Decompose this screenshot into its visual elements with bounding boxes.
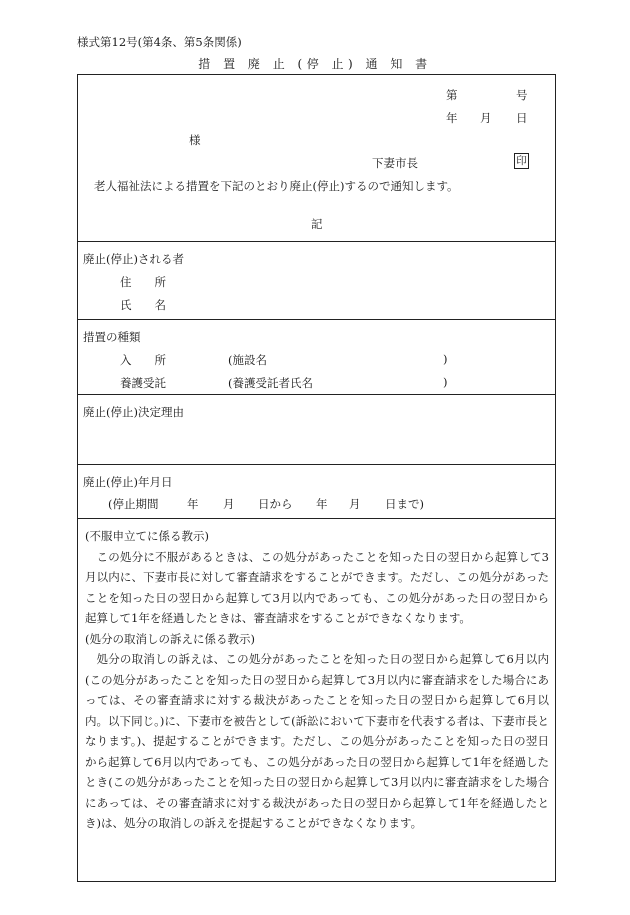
number-dai: 第 — [446, 88, 458, 102]
person-section — [78, 241, 555, 319]
seal-mark: 印 — [514, 153, 529, 169]
admission-label: 入 所 — [120, 353, 166, 367]
objection-heading: (不服申立てに係る教示) — [85, 529, 209, 543]
recipient-honorific: 様 — [189, 133, 201, 147]
date-heading: 廃止(停止)年月日 — [83, 475, 173, 489]
period-end-month: 月 — [349, 497, 361, 511]
issuer-name: 下妻市長 — [372, 156, 418, 170]
period-end-year: 年 — [316, 497, 328, 511]
revocation-heading: (処分の取消しの訴えに係る教示) — [85, 631, 255, 646]
name-label: 氏 名 — [120, 298, 166, 312]
number-go: 号 — [516, 88, 528, 102]
instruction-section — [78, 518, 555, 881]
form-frame — [77, 74, 556, 882]
notice-statement: 老人福祉法による措置を下記のとおり廃止(停止)するので通知します。 — [94, 179, 459, 193]
address-label: 住 所 — [120, 275, 166, 289]
revocation-text: 処分の取消しの訴えは、この処分があったことを知った日の翌日から起算して6月以内(この処分があったことを知った日の翌日から起算して3月以内に審査請求をした場合にあっては、その審査請求に対する裁決があったことを知った日の翌日から起算して6月以内。以下同じ。)に、下妻市を被告として(訴訟において下妻市を代表する者は、下妻市長となります。)、提起することができます。ただし、この処分があったことを知った日の翌日から起算して6月以内であっても、この処分があった日の翌日から起算して1年を経過したとき(この処分があったことを知った日の翌日から起算して3月以内に審査請求をした場合にあっては、その審査請求に対する裁決があった日の翌日から起算して1年を経過したとき)は、処分の取消しの訴えを提起することができなくなります。 — [85, 652, 549, 830]
date-day: 日 — [516, 111, 528, 125]
ki-label: 記 — [311, 217, 323, 231]
measure-heading: 措置の種類 — [83, 330, 141, 344]
foster-label: 養護受託 — [120, 376, 166, 390]
person-heading: 廃止(停止)される者 — [83, 252, 184, 266]
date-year: 年 — [446, 111, 458, 125]
objection-text: この処分に不服があるときは、この処分があったことを知った日の翌日から起算して3月以内に、下妻市長に対して審査請求をすることができます。ただし、この処分があったことを知った日の翌日から起算して3月以内であっても、この処分があった日の翌日から起算して1年を経過したときは、審査請求をすることができなくなります。 — [85, 549, 549, 625]
period-label: (停止期間 — [108, 497, 159, 511]
foster-close: ) — [443, 375, 448, 389]
period-end-day: 日まで) — [385, 497, 424, 511]
reason-section — [78, 394, 555, 464]
document-title: 措 置 廃 止 (停 止) 通 知 書 — [198, 57, 432, 71]
measure-section — [78, 319, 555, 394]
date-section — [78, 464, 555, 518]
form-number-label: 様式第12号(第4条、第5条関係) — [77, 35, 242, 49]
header-section — [78, 75, 555, 241]
admission-close: ) — [443, 352, 448, 366]
admission-facility: (施設名 — [228, 353, 267, 367]
instruction-text — [85, 526, 549, 834]
period-start-day: 日から — [258, 497, 293, 511]
foster-name: (養護受託者氏名 — [228, 376, 313, 390]
date-month: 月 — [480, 111, 492, 125]
period-start-year: 年 — [187, 497, 199, 511]
period-start-month: 月 — [223, 497, 235, 511]
reason-heading: 廃止(停止)決定理由 — [83, 405, 184, 419]
